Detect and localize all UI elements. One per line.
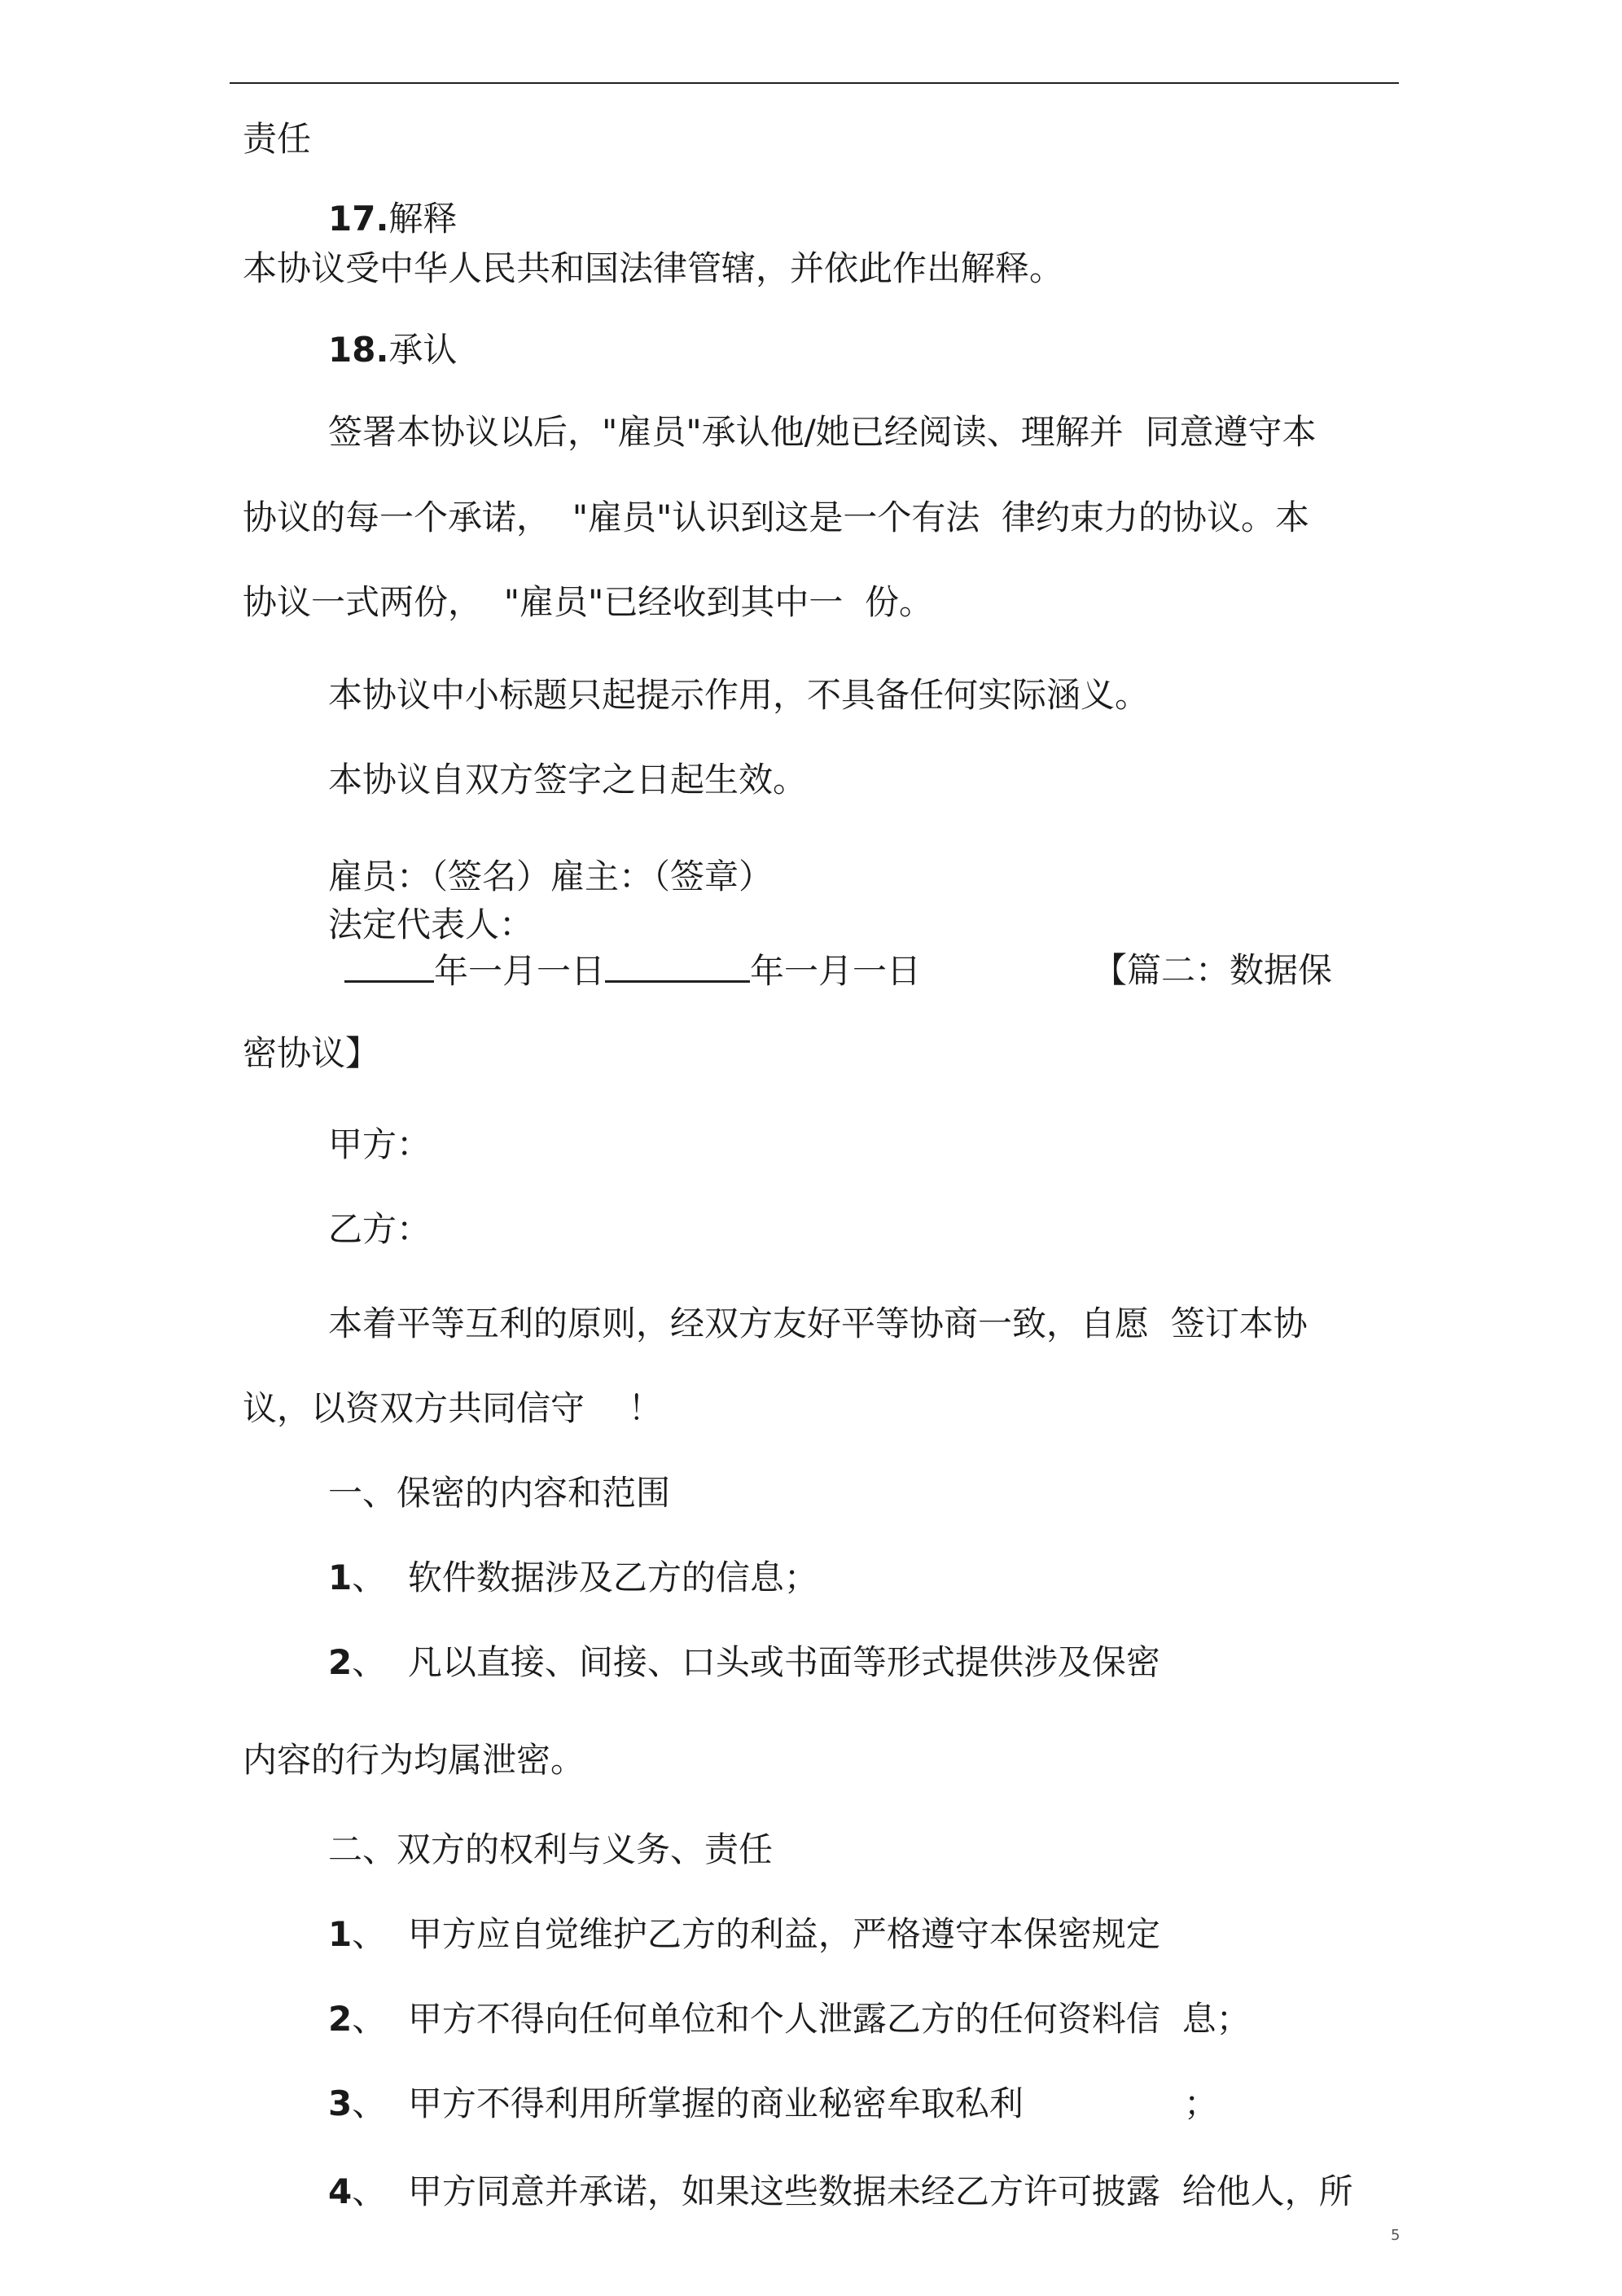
party-b: 乙方： — [328, 1209, 432, 1249]
item-number: 1 — [328, 1914, 353, 1954]
date-blank — [605, 948, 750, 983]
section-number: 17. — [328, 199, 389, 239]
watermark-text: ﾠﾠﾠﾠﾠﾠﾠﾠﾠﾠﾠﾠﾠﾠﾠﾠﾠﾠﾠﾠﾠﾠ — [961, 601, 1308, 620]
party-a: 甲方： — [328, 1124, 432, 1164]
section-heading-18 — [328, 327, 457, 373]
item-text: 、 甲方不得利用所掌握的商业秘密牟取私利 — [352, 2083, 1024, 2123]
chapter-title: 【篇二：数据保 — [1093, 950, 1333, 990]
text-line: 协议的每一个承诺， "雇员"认识到这是一个有法 律约束力的协议。本 — [243, 497, 1310, 537]
text-line: 内容的行为均属泄密。 — [243, 1740, 585, 1780]
date-text: 年一月一日 — [750, 951, 922, 991]
item-number: 4 — [328, 2171, 353, 2211]
section-title: 承认 — [388, 330, 458, 370]
text-line: 议，以资双方共同信守 ！ — [243, 1388, 663, 1428]
item-text: 、 甲方不得向任何单位和个人泄露乙方的任何资料信 息； — [352, 1999, 1251, 2039]
clause-heading: 一、保密的内容和范围 — [328, 1473, 671, 1513]
item-text: 、 甲方应自觉维护乙方的利益，严格遵守本保密规定 — [352, 1914, 1160, 1954]
date-text: 年一月一日 — [434, 951, 606, 991]
item-number: 2 — [328, 1999, 353, 2039]
text-line: 责任 — [243, 119, 312, 159]
clause-item — [328, 2169, 1353, 2215]
date-line — [344, 948, 921, 994]
page-number: 5 — [1391, 2227, 1401, 2244]
item-text: 、 甲方同意并承诺，如果这些数据未经乙方许可披露 给他人，所 — [352, 2171, 1353, 2211]
clause-heading: 二、双方的权利与义务、责任 — [328, 1829, 774, 1869]
section-title: 解释 — [388, 199, 458, 239]
item-text: 、 软件数据涉及乙方的信息； — [352, 1558, 818, 1597]
date-blank — [344, 948, 434, 983]
item-text: 、 凡以直接、间接、口头或书面等形式提供涉及保密 — [352, 1642, 1160, 1682]
clause-item — [328, 1996, 1251, 2042]
section-heading-17 — [328, 196, 457, 242]
clause-item — [328, 1640, 1160, 1685]
clause-item — [328, 1555, 818, 1601]
item-number: 2 — [328, 1642, 353, 1682]
item-number: 1 — [328, 1558, 353, 1597]
item-number: 3 — [328, 2083, 353, 2123]
text-line: 协议一式两份， "雇员"已经收到其中一 份。 — [243, 582, 934, 622]
legal-representative-line: 法定代表人： — [328, 905, 534, 944]
section-number: 18. — [328, 330, 389, 370]
signature-line: 雇员：（签名）雇主：（签章） — [328, 857, 774, 896]
header-rule — [230, 82, 1399, 84]
chapter-title-cont: 密协议】 — [243, 1033, 380, 1073]
text-line: 签署本协议以后，"雇员"承认他/她已经阅读、理解并 同意遵守本 — [328, 412, 1317, 452]
text-line: 本协议受中华人民共和国法律管辖，并依此作出解释。 — [243, 248, 1064, 288]
clause-item — [328, 1912, 1160, 1957]
clause-item — [328, 2081, 1024, 2127]
watermark-text: ﾠﾠﾠﾠﾠﾠﾠﾠﾠﾠﾠﾠﾠﾠﾠ — [651, 1407, 888, 1426]
text-line: 本协议自双方签字之日起生效。 — [328, 760, 808, 800]
text-line: 本着平等互利的原则，经双方友好平等协商一致，自愿 签订本协 — [328, 1304, 1308, 1343]
text-line: 本协议中小标题只起提示作用，不具备任何实际涵义。 — [328, 675, 1150, 715]
item-tail: ； — [1184, 2083, 1219, 2123]
